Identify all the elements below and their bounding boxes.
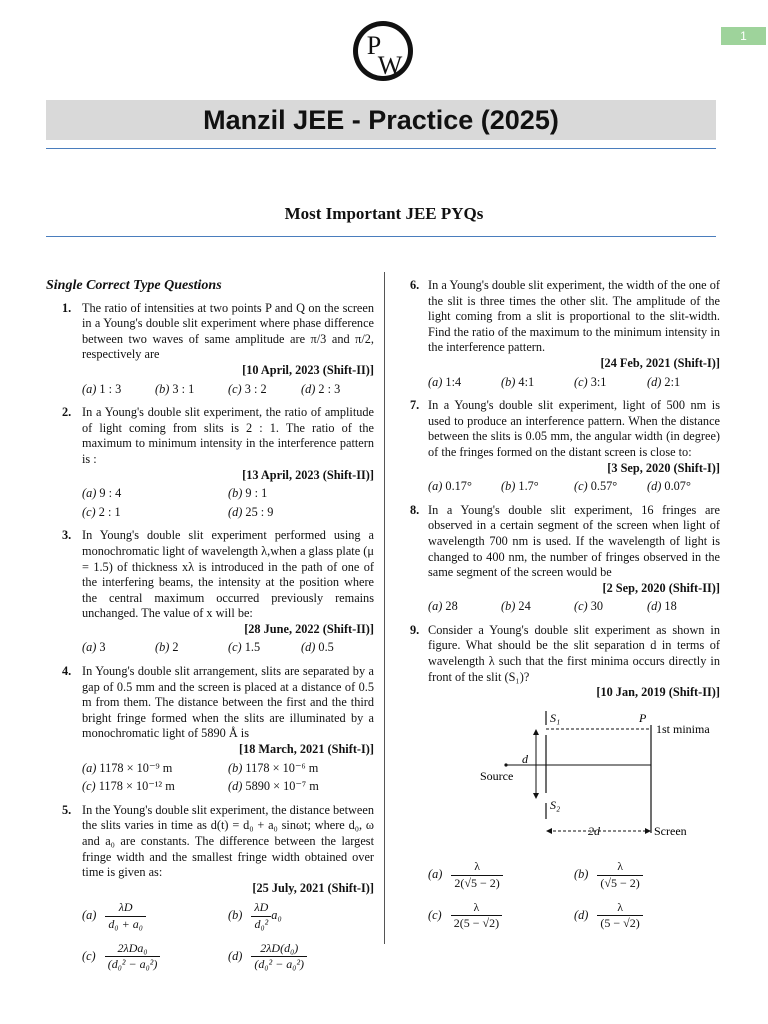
question-source: [28 June, 2022 (Shift-II)] xyxy=(244,621,374,636)
section-title: Single Correct Type Questions xyxy=(46,278,222,293)
question-source: [18 March, 2021 (Shift-I)] xyxy=(238,742,374,757)
label-p: P xyxy=(639,710,647,725)
question-number: 9. xyxy=(410,622,420,637)
question-number: 7. xyxy=(410,398,420,413)
label-s1: S₁ xyxy=(550,710,561,725)
options xyxy=(82,486,374,523)
options xyxy=(82,382,374,401)
fraction: $\frac{\lambda D}{\text{d₀ + a₀}}$ xyxy=(105,900,145,932)
question-text: In a Young's double slit experiment, 16 fringes are observed in a certain segment of the screen when light of wavelength 700 nm is used. If the wavelength of light is changed to 400 nm, the number of fringes observed in the same segment of the screen would be xyxy=(428,502,720,580)
label-2d: 2d xyxy=(588,823,600,838)
label-s2: S₂ xyxy=(550,797,561,812)
question-text: In the Young's double slit experiment, the distance between the slits varies in time as d(t) = d₀ + a₀ sinωt; where d₀, ω and a₀ are constants. The difference between the largest fringe width and the smallest fringe width obtained over time is given as: xyxy=(82,802,374,880)
question-9 xyxy=(408,623,720,940)
question-text: The ratio of intensities at two points P and Q on the screen in a Young's double slit experiment where phase difference between two waves of same amplitude are π/3 and π/2, respectively are xyxy=(82,300,374,362)
option-d[interactable]: (d) 2:1 xyxy=(647,374,681,389)
question-text: In a Young's double slit experiment, the ratio of amplitude of light coming from slits is 2 : 1. The ratio of the maximum to minimum intensity in the interference pattern is : xyxy=(82,405,374,466)
option-d[interactable]: (d) 5890 × 10⁻⁷ m xyxy=(228,779,319,794)
question-text: In Young's double slit arrangement, slits are separated by a gap of 0.5 mm and the screen is placed at a distance of 0.5 m from them. The distance between the first and the third bright fringe formed when the slits are illuminated by a monochromatic light of 5890 Å is xyxy=(82,664,374,741)
options xyxy=(82,640,374,659)
option-c[interactable]: (c) 0.57° xyxy=(574,479,618,494)
option-a[interactable]: (a) 1178 × 10⁻⁹ m xyxy=(82,760,173,775)
label-d: d xyxy=(522,751,528,766)
option-c[interactable]: (c) 2 : 1 xyxy=(82,504,121,519)
option-a[interactable]: (a) $\frac{\lambda D}{\text{d₀ + a₀}}$ xyxy=(82,900,228,932)
fraction: $\frac{\lambda}{(5 - √2)}$ xyxy=(597,900,642,932)
option-b[interactable]: (b) 3 : 1 xyxy=(155,381,195,396)
question-source: [13 April, 2023 (Shift-II)] xyxy=(242,467,374,482)
question-source: [10 Jan, 2019 (Shift-II)] xyxy=(596,685,720,700)
question-number: 1. xyxy=(62,300,72,315)
option-b[interactable]: (b) 9 : 1 xyxy=(228,486,268,501)
option-c[interactable]: (c) 30 xyxy=(574,599,604,614)
option-c[interactable]: (c) 1.5 xyxy=(228,640,261,655)
fraction: $\frac{\text{2λDa₀}}{\text{(d₀² − a₀²)}}$ xyxy=(105,941,161,973)
option-a[interactable]: (a) 1 : 3 xyxy=(82,381,122,396)
page-title: Manzil JEE - Practice (2025) xyxy=(46,100,716,140)
option-c[interactable]: (c) 3 : 2 xyxy=(228,381,267,396)
option-d[interactable]: (d) 25 : 9 xyxy=(228,504,274,519)
option-b[interactable]: (b) 1178 × 10⁻⁶ m xyxy=(228,760,319,775)
option-d[interactable]: (d) 18 xyxy=(647,599,677,614)
fraction: $\frac{\lambda}{2(√5 - 2)}$ xyxy=(451,859,502,891)
option-a[interactable]: (a) 3 xyxy=(82,640,106,655)
ydse-diagram xyxy=(450,707,710,847)
question-source: [3 Sep, 2020 (Shift-I)] xyxy=(607,460,720,475)
option-b[interactable]: (b) 24 xyxy=(501,599,531,614)
question-text: In a Young's double slit experiment, light of 500 nm is used to produce an interference pattern. When the distance between the slits is 0.05 mm, the angular width (in degree) of the fringes formed on the distant screen is close to: xyxy=(428,398,720,459)
options xyxy=(428,859,720,939)
options xyxy=(428,375,720,394)
question-5 xyxy=(46,803,374,981)
question-6 xyxy=(408,278,720,393)
option-d[interactable]: (d) $\frac{\lambda}{(5 - √2)}$ xyxy=(574,900,720,932)
label-minima: 1st minima xyxy=(656,721,710,736)
question-4 xyxy=(46,664,374,798)
fraction: $\frac{\lambda}{(√5 - 2)}$ xyxy=(597,859,642,891)
fraction: $\frac{\lambda D}{\text{d₀²}}$ xyxy=(251,900,271,932)
option-a[interactable]: (a) $\frac{\lambda}{2(√5 - 2)}$ xyxy=(428,859,574,891)
question-source: [10 April, 2023 (Shift-II)] xyxy=(242,362,374,377)
label-source: Source xyxy=(480,768,514,783)
option-a[interactable]: (a) 1:4 xyxy=(428,374,462,389)
option-c[interactable]: (c) 1178 × 10⁻¹² m xyxy=(82,779,175,794)
page-number: 1 xyxy=(721,27,766,45)
option-d[interactable]: (d) 0.07° xyxy=(647,479,691,494)
question-source: [24 Feb, 2021 (Shift-I)] xyxy=(600,355,720,370)
option-a[interactable]: (a) 9 : 4 xyxy=(82,486,122,501)
pw-logo xyxy=(352,14,414,88)
option-c[interactable]: (c) 3:1 xyxy=(574,374,607,389)
option-a[interactable]: (a) 28 xyxy=(428,599,458,614)
option-c[interactable]: (c) $\frac{\lambda}{2(5 - √2)}$ xyxy=(428,900,574,932)
options xyxy=(428,599,720,618)
option-d[interactable]: (d) $\frac{\text{2λD(d₀)}}{\text{(d₀² − a₀²)}}$ xyxy=(228,941,374,973)
left-column xyxy=(46,278,374,986)
question-number: 3. xyxy=(62,528,72,543)
subtitle-rule xyxy=(46,236,716,237)
question-8 xyxy=(408,503,720,618)
logo-letter-p: P xyxy=(366,31,382,60)
question-1 xyxy=(46,301,374,401)
option-d[interactable]: (d) 0.5 xyxy=(301,640,334,655)
right-column xyxy=(408,278,720,945)
option-b[interactable]: (b) 1.7° xyxy=(501,479,539,494)
column-divider xyxy=(384,272,385,944)
label-screen: Screen xyxy=(654,823,687,838)
question-number: 4. xyxy=(62,664,72,679)
logo-letter-w: W xyxy=(377,51,403,80)
option-b[interactable]: (b) $\frac{\lambda D}{\text{d₀²}}$ a₀ xyxy=(228,900,282,931)
question-3 xyxy=(46,528,374,659)
options xyxy=(82,761,374,798)
options xyxy=(82,900,374,980)
option-a[interactable]: (a) 0.17° xyxy=(428,479,472,494)
question-number: 5. xyxy=(62,802,72,817)
question-text: In Young's double slit experiment performed using a monochromatic light of wavelength λ,when a glass plate (μ = 1.5) of thickness xλ is introduced in the path of one of the interfering beams, the intensity at the position where the central maximum occurred previously remains unchanged. The value of x will be: xyxy=(82,528,374,621)
question-number: 6. xyxy=(410,278,420,292)
option-d[interactable]: (d) 2 : 3 xyxy=(301,381,341,396)
question-number: 2. xyxy=(62,405,72,420)
option-b[interactable]: (b) $\frac{\lambda}{(√5 - 2)}$ xyxy=(574,859,720,891)
question-2 xyxy=(46,405,374,523)
question-number: 8. xyxy=(410,502,420,517)
question-text: Consider a Young's double slit experiment as shown in figure. What should be the slit separation d in terms of wavelength λ such that the first minima occurs directly in front of the slit (S₁)? xyxy=(428,622,720,684)
option-b[interactable]: (b) 4:1 xyxy=(501,374,535,389)
fraction: $\frac{\text{2λD(d₀)}}{\text{(d₀² − a₀²)}}$ xyxy=(251,941,307,973)
question-source: [25 July, 2021 (Shift-I)] xyxy=(252,880,374,895)
title-rule xyxy=(46,148,716,149)
question-text: In a Young's double slit experiment, the width of the one of the slit is three times the other slit. The amplitude of the light coming from a slit is proportional to the slit-width. Find the ratio of the maximum to the minimum intensity in the interference pattern. xyxy=(428,278,720,355)
options xyxy=(428,479,720,498)
option-b[interactable]: (b) 2 xyxy=(155,640,179,655)
question-source: [2 Sep, 2020 (Shift-II)] xyxy=(602,580,720,595)
question-7 xyxy=(408,398,720,498)
option-c[interactable]: (c) $\frac{\text{2λDa₀}}{\text{(d₀² − a₀²)}}$ xyxy=(82,941,228,973)
fraction: $\frac{\lambda}{2(5 - √2)}$ xyxy=(451,900,502,932)
page-subtitle: Most Important JEE PYQs xyxy=(284,204,484,223)
